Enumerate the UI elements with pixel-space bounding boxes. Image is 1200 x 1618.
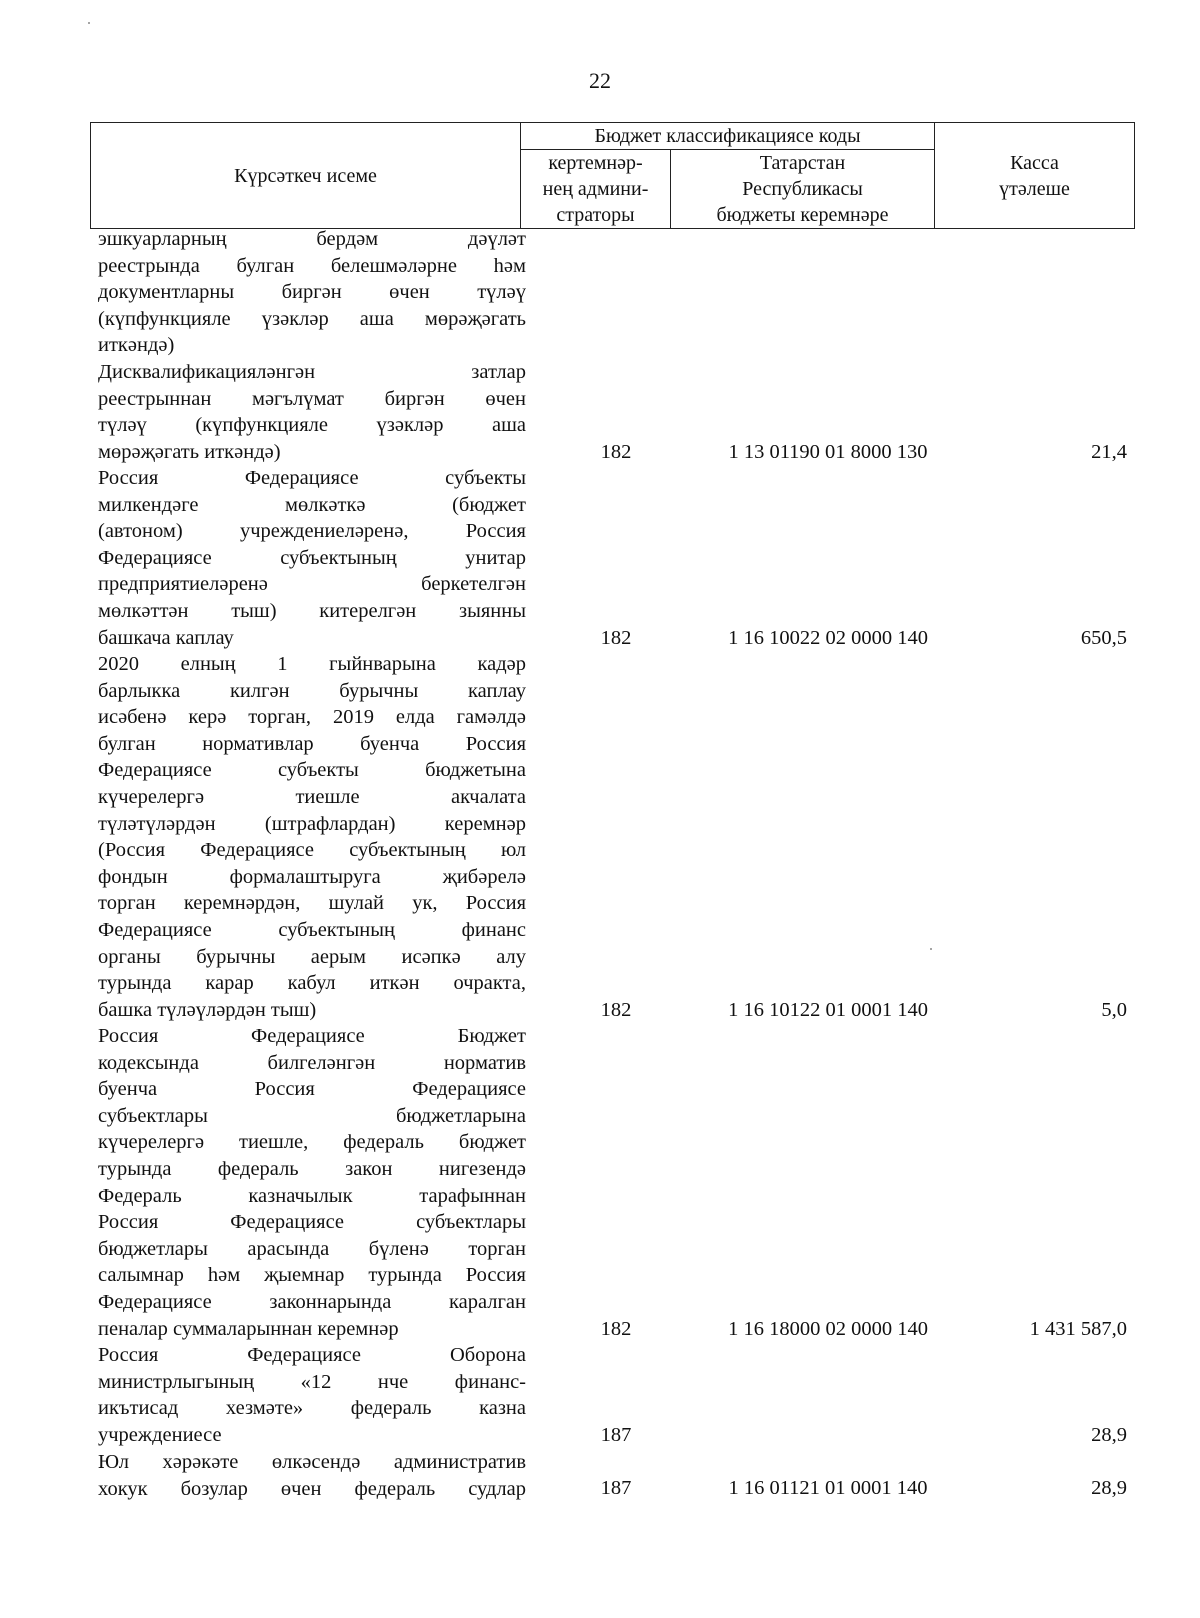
header-cash-execution (935, 123, 1135, 229)
description-line: 2020 елның 1 гыйнварына кадәр (98, 653, 526, 675)
row-admin-code: 187 (600, 1424, 632, 1446)
scan-speck (930, 948, 932, 950)
description-line: башкача каплау (98, 626, 234, 649)
description-line: иткәндә) (98, 334, 175, 357)
page-number: 22 (589, 68, 611, 93)
row-admin-code: 187 (600, 1477, 632, 1499)
header-cash-line: үтәлеше (999, 177, 1070, 200)
description-line: Россия Федерациясе Бюджет (98, 1025, 526, 1047)
description-line: Юл хәрәкәте өлкәсендә административ (98, 1451, 526, 1473)
row-cash-amount: 28,9 (1091, 1424, 1127, 1446)
description-line: мөрәҗәгать иткәндә) (98, 440, 281, 463)
row-description (98, 1449, 526, 1502)
description-line: салымнар һәм җыемнар турында Россия (98, 1264, 526, 1287)
description-line: Россия Федерациясе субъекты (98, 467, 526, 489)
description-line: турында федераль закон нигезендә (98, 1157, 526, 1180)
description-line: күчерелергә тиешле акчалата (98, 785, 526, 808)
description-line: күчерелергә тиешле, федераль бюджет (98, 1131, 526, 1154)
description-line: Федерациясе законнарында каралган (98, 1290, 526, 1313)
description-line: субъектлары бюджетларына (98, 1104, 526, 1127)
header-admin-line: страторы (556, 204, 635, 226)
description-line: милкендәге мөлкәткә (бюджет (98, 493, 526, 516)
header-revenue-line: Республикасы (742, 178, 863, 200)
row-cash-amount: 5,0 (1101, 999, 1127, 1021)
description-line: Россия Федерациясе субъектлары (98, 1211, 526, 1234)
description-line: реестрыннан мәгълүмат биргән өчен (98, 387, 526, 410)
description-line: барлыкка килгән бурычны каплау (98, 679, 526, 702)
description-line: икътисад хезмәте» федераль казна (98, 1397, 526, 1420)
row-admin-code: 182 (600, 441, 632, 463)
description-line: кодексында билгеләнгән норматив (98, 1051, 526, 1074)
description-line: Дисквалификацияләнгән затлар (98, 361, 526, 383)
row-cash-amount: 21,4 (1091, 441, 1127, 463)
description-line: бюджетлары арасында бүленә торган (98, 1237, 526, 1260)
description-line: органы бурычны аерым исәпкә алу (98, 945, 526, 968)
row-description (98, 651, 526, 1023)
description-line: министрлыгының «12 нче финанс- (98, 1370, 526, 1393)
header-revenue-administrators (521, 150, 671, 229)
description-line: турында карар кабул иткән очракта, (98, 972, 526, 995)
header-revenue-line: бюджеты керемнәре (716, 204, 889, 226)
header-cash-line: Касса (1010, 151, 1059, 174)
description-line: эшкуарларның бердәм дәүләт (98, 228, 526, 250)
description-line: реестрында булган белешмәләрне һәм (98, 254, 526, 277)
row-revenue-code: 1 16 18000 02 0000 140 (728, 1318, 928, 1340)
description-line: буенча Россия Федерациясе (98, 1078, 526, 1101)
description-line: исәбенә керә торган, 2019 елда гамәлдә (98, 706, 526, 729)
description-line: (автоном) учреждениеләренә, Россия (98, 520, 526, 543)
header-admin-line: кертемнәр- (548, 152, 643, 174)
description-line: мөлкәттән тыш) китерелгән зыянны (98, 599, 526, 622)
description-line: учреждениесе (98, 1423, 222, 1446)
row-revenue-code: 1 13 01190 01 8000 130 (728, 441, 928, 463)
header-indicator-name: Күрсәткеч исеме (91, 123, 521, 229)
description-line: Федерациясе субъекты бюджетына (98, 759, 526, 782)
row-revenue-code: 1 16 10122 01 0001 140 (728, 999, 928, 1021)
header-budget-code-group: Бюджет классификациясе коды (521, 123, 935, 150)
description-line: фондын формалаштыруга җибәрелә (98, 865, 526, 888)
description-line: документларны биргән өчен түләү (98, 281, 526, 304)
description-line: пеналар суммаларыннан керемнәр (98, 1317, 399, 1340)
description-line: түләтүләрдән (штрафлардан) керемнәр (98, 812, 526, 835)
row-cash-amount: 650,5 (1080, 627, 1127, 649)
row-description (98, 226, 526, 359)
description-line: башка түләүләрдән тыш) (98, 998, 317, 1021)
row-description (98, 465, 526, 651)
scan-speck (88, 22, 90, 24)
row-cash-amount: 1 431 587,0 (1029, 1318, 1127, 1340)
row-cash-amount: 28,9 (1091, 1477, 1127, 1499)
row-admin-code: 182 (600, 999, 632, 1021)
row-description (98, 359, 526, 465)
row-description (98, 1342, 526, 1448)
description-line: предприятиеләренә беркетелгән (98, 573, 526, 596)
description-line: Россия Федерациясе Оборона (98, 1344, 526, 1366)
row-admin-code: 182 (600, 1318, 632, 1340)
header-tatarstan-budget-revenues (671, 150, 935, 229)
row-revenue-code: 1 16 01121 01 0001 140 (728, 1477, 928, 1499)
description-line: торган керемнәрдән, шулай ук, Россия (98, 892, 526, 915)
table-header (90, 122, 1135, 229)
description-line: түләү (күпфункцияле үзәкләр аша (98, 414, 526, 437)
row-description (98, 1023, 526, 1342)
description-line: Федерациясе субъектының финанс (98, 918, 526, 941)
description-line: Федераль казначылык тарафыннан (98, 1184, 526, 1207)
description-line: (күпфункцияле үзәкләр аша мөрәҗәгать (98, 307, 526, 330)
row-revenue-code: 1 16 10022 02 0000 140 (728, 627, 928, 649)
description-line: хокук бозулар өчен федераль судлар (98, 1477, 526, 1500)
description-line: Федерациясе субъектының унитар (98, 546, 526, 569)
description-line: (Россия Федерациясе субъектының юл (98, 839, 526, 862)
header-admin-line: нең админи- (542, 178, 649, 200)
description-line: булган нормативлар буенча Россия (98, 732, 526, 755)
header-revenue-line: Татарстан (759, 152, 846, 174)
row-admin-code: 182 (600, 627, 632, 649)
